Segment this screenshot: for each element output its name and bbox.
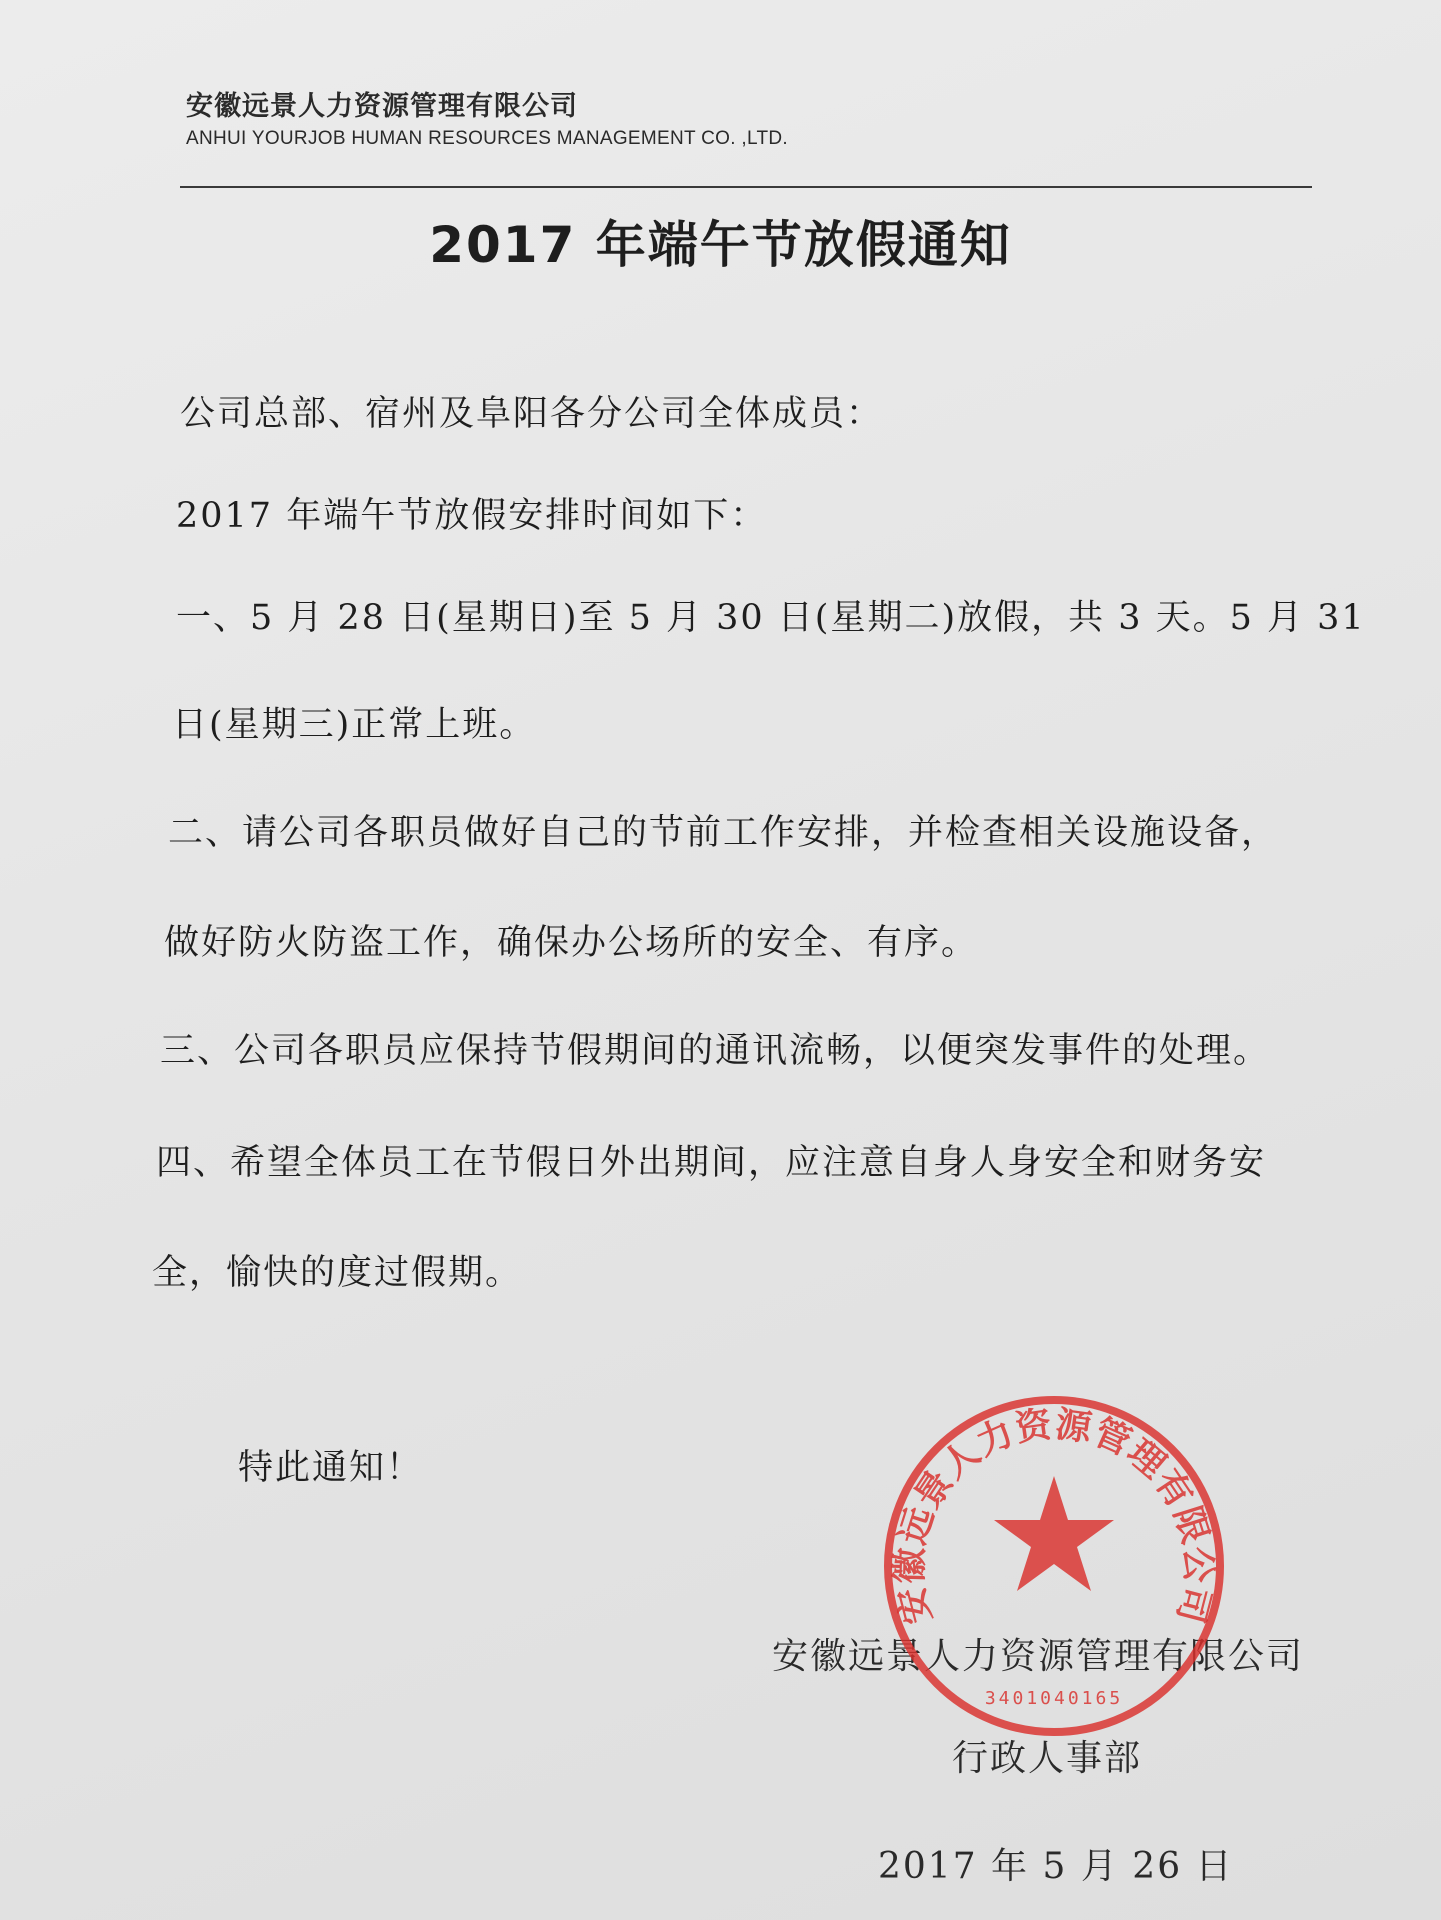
seal-number: 3401040165 [984,1688,1124,1709]
seal-star-icon [994,1476,1114,1591]
notice-title: 2017 年端午节放假通知 [429,216,1012,274]
intro-line: 2017 年端午节放假安排时间如下： [176,496,768,536]
letterhead-company-en: ANHUI YOURJOB HUMAN RESOURCES MANAGEMENT CO. ,LTD. [186,128,788,149]
seal-arc-text: 安徽远景人力资源管理有限公司 [888,1403,1220,1629]
signature-date: 2017 年 5 月 26 日 [878,1846,1234,1887]
item-4-line-1: 四、希望全体员工在节假日外出期间，应注意自身人身安全和财务安 [156,1143,1267,1183]
recipients-line: 公司总部、宿州及阜阳各分公司全体成员： [180,394,884,434]
item-2-line-2: 做好防火防盗工作，确保办公场所的安全、有序。 [164,923,979,963]
item-2-line-1: 二、请公司各职员做好自己的节前工作安排，并检查相关设施设备， [168,813,1279,853]
closing-line: 特此通知！ [238,1448,424,1488]
item-3-line: 三、公司各职员应保持节假期间的通讯流畅，以便突发事件的处理。 [160,1031,1271,1071]
seal-ring [888,1400,1220,1732]
item-1-line-2: 日(星期三)正常上班。 [172,705,537,745]
item-4-line-2: 全，愉快的度过假期。 [152,1253,523,1293]
item-1-line-1: 一、5 月 28 日(星期日)至 5 月 30 日(星期二)放假，共 3 天。5 月 31 [176,598,1366,638]
letterhead-divider [180,186,1312,188]
signature-department: 行政人事部 [952,1738,1143,1779]
company-seal [874,1386,1234,1746]
letterhead-company-cn: 安徽远景人力资源管理有限公司 [186,91,578,122]
signature-company: 安徽远景人力资源管理有限公司 [772,1636,1305,1677]
